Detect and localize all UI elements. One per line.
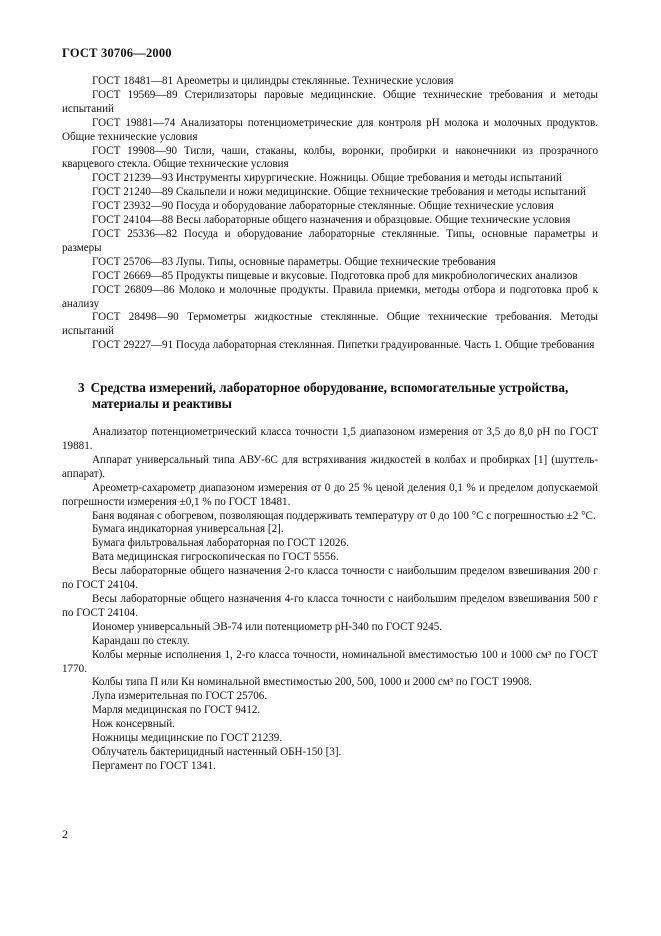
- reference-item: ГОСТ 26669—85 Продукты пищевые и вкусовые. Подготовка проб для микробиологических анализов: [92, 269, 578, 282]
- reference-item: ГОСТ 21240—89 Скальпели и ножи медицинские. Общие технические требования и методы испытаний: [92, 186, 586, 199]
- equipment-item: Пергамент по ГОСТ 1341.: [92, 759, 216, 772]
- reference-item: ГОСТ 28498—90 Термометры жидкостные стеклянные. Общие технические требования. Методы испытаний: [62, 311, 598, 338]
- equipment-item: Весы лабораторные общего назначения 4-го класса точности с наибольшим пределом взвешивания 500 г по ГОСТ 24104.: [62, 593, 598, 619]
- equipment-item: Лупа измерительная по ГОСТ 25706.: [92, 690, 268, 703]
- equipment-item: Колбы мерные исполнения 1, 2-го класса точности, номинальной вместимостью 100 и 1000 см³ по ГОСТ 1770.: [62, 648, 598, 675]
- reference-item: ГОСТ 26809—86 Молоко и молочные продукты. Правила приемки, методы отбора и подготовка проб к анализу: [62, 283, 598, 310]
- equipment-item: Карандаш по стеклу.: [92, 634, 190, 647]
- equipment-item: Нож консервный.: [92, 718, 175, 731]
- reference-item: ГОСТ 23932—90 Посуда и оборудование лабораторные стеклянные. Общие технические условия: [92, 200, 554, 213]
- equipment-item: Бумага фильтровальная лабораторная по ГОСТ 12026.: [92, 537, 349, 550]
- normative-references-list: [62, 75, 598, 353]
- section-number: 3: [78, 380, 85, 396]
- reference-item: ГОСТ 21239—93 Инструменты хирургические. Ножницы. Общие требования и методы испытаний: [92, 172, 562, 185]
- equipment-item: Колбы типа П или Кн номинальной вместимостью 200, 500, 1000 и 2000 см³ по ГОСТ 19908.: [92, 676, 532, 689]
- equipment-item: Иономер универсальный ЭВ-74 или потенциометр pH-340 по ГОСТ 9245.: [92, 620, 443, 633]
- equipment-item: Марля медицинская по ГОСТ 9412.: [92, 704, 261, 717]
- section-heading: [62, 380, 598, 412]
- page-number: 2: [62, 827, 68, 841]
- equipment-item: Ножницы медицинские по ГОСТ 21239.: [92, 732, 283, 745]
- reference-item: ГОСТ 29227—91 Посуда лабораторная стеклянная. Пипетки градуированные. Часть 1. Общие требования: [92, 339, 595, 352]
- equipment-item: Вата медицинская гигроскопическая по ГОСТ 5556.: [92, 551, 339, 564]
- reference-item: ГОСТ 18481—81 Ареометры и цилиндры стеклянные. Технические условия: [92, 75, 454, 87]
- equipment-item: Весы лабораторные общего назначения 2-го класса точности с наибольшим пределом взвешивания 200 г по ГОСТ 24104.: [62, 565, 598, 592]
- reference-item: ГОСТ 19881—74 Анализаторы потенциометрические для контроля pH молока и молочных продуктов. Общие технические условия: [62, 116, 598, 143]
- equipment-item: Облучатель бактерицидный настенный ОБН-150 [3].: [92, 745, 342, 758]
- reference-item: ГОСТ 19569—89 Стерилизаторы паровые медицинские. Общие технические требования и методы испытаний: [62, 88, 598, 115]
- reference-item: ГОСТ 24104—88 Весы лабораторные общего назначения и образцовые. Общие технические условия: [92, 214, 571, 227]
- equipment-item: Баня водяная с обогревом, позволяющая поддерживать температуру от 0 до 100 °С с погрешностью ±2 °С.: [92, 509, 596, 522]
- reference-item: ГОСТ 25336—82 Посуда и оборудование лабораторные стеклянные. Типы, основные параметры и размеры: [62, 227, 598, 254]
- page-body: [62, 75, 598, 774]
- equipment-list: [62, 426, 598, 774]
- document-header: ГОСТ 30706—2000: [62, 46, 172, 60]
- reference-item: ГОСТ 25706—83 Лупы. Типы, основные параметры. Общие технические требования: [92, 255, 496, 268]
- section-title-text: Средства измерений, лабораторное оборудование, вспомогательные устройства, материалы и реактивы: [90, 380, 569, 412]
- equipment-item: Анализатор потенциометрический класса точности 1,5 диапазоном измерения от 3,5 до 8,0 pH по ГОСТ 19881.: [62, 426, 598, 453]
- equipment-item: Ареометр-сахарометр диапазоном измерения от 0 до 25 % ценой деления 0,1 % и пределом допускаемой погрешности измерения ±0,1 % по ГОСТ 18481.: [62, 481, 598, 508]
- equipment-item: Аппарат универсальный типа АВУ-6С для встряхивания жидкостей в колбах и пробирках [1] (шуттель-аппарат).: [62, 453, 598, 480]
- equipment-item: Бумага индикаторная универсальная [2].: [92, 523, 284, 536]
- reference-item: ГОСТ 19908—90 Тигли, чаши, стаканы, колбы, воронки, пробирки и наконечники из прозрачного кварцевого стекла. Общие технические условия: [62, 144, 598, 171]
